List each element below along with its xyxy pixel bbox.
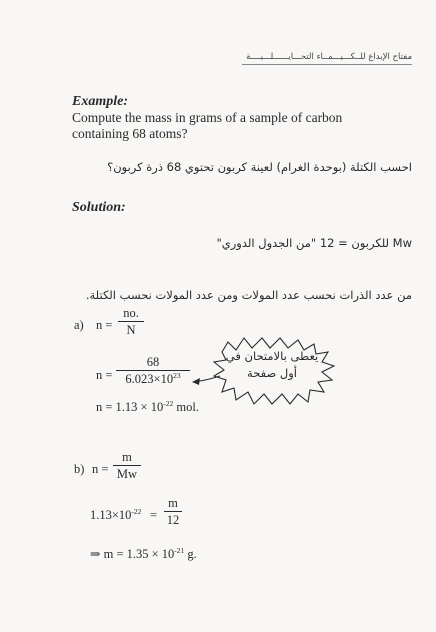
part-a-n-equals-2: n =: [96, 368, 113, 382]
part-a-n-equals: n =: [96, 318, 113, 332]
fraction-numerator: no.: [123, 306, 139, 320]
example-text-line1: Compute the mass in grams of a sample of carbon: [72, 110, 343, 125]
fraction-m-over-mw: [113, 450, 141, 481]
exponent: -22: [131, 507, 142, 516]
fraction-denominator: N: [126, 323, 136, 337]
part-a-label: a): [74, 318, 84, 332]
part-b-lhs: $1.13\times 10^{-22}$: [90, 507, 142, 522]
molar-mass-line: Mw للكربون = 12 "من الجدول الدوري": [216, 236, 412, 250]
exponent: 23: [173, 371, 181, 380]
callout-line2: أول صفحة: [247, 366, 297, 380]
exponent: -21: [174, 546, 185, 555]
fraction-denominator: 12: [166, 513, 180, 527]
part-b-label: b): [74, 462, 85, 476]
fraction-denominator: $6.023\times 10^{23}$: [125, 371, 181, 386]
fraction-m-over-12: [164, 496, 182, 527]
fraction-numerator: m: [168, 496, 178, 510]
example-arabic: احسب الكتلة (بوحدة الغرام) لعينة كربون تحتوي 68 ذرة كربون؟: [107, 160, 412, 174]
part-a-result: $n = 1.13 \times 10^{-22}$ mol.: [96, 399, 199, 414]
solution-heading: Solution:: [72, 200, 126, 215]
fraction-denominator: Mw: [116, 467, 138, 481]
page-header: مفتاح الإبداع للــكـــيـــمــاء التحـــايــــــلـــيــــة: [246, 52, 412, 62]
solution-arabic-note: من عدد الذرات نحسب عدد المولات ومن عدد المولات نحسب الكتلة.: [85, 288, 412, 302]
part-b-n-equals: n =: [92, 462, 109, 476]
exponent: -22: [163, 399, 174, 408]
part-b-result: ⇒ $m = 1.35 \times 10^{-21}$ g.: [90, 546, 197, 561]
fraction-bar: [118, 321, 144, 322]
fraction-bar: [113, 465, 141, 466]
part-b-equals: =: [150, 508, 158, 522]
fraction-numerator: 68: [146, 355, 160, 369]
fraction-numerator: m: [122, 450, 132, 464]
example-text-line2: containing 68 atoms?: [72, 126, 188, 141]
fraction-68-over-avogadro: [116, 355, 190, 386]
fraction-no-over-n: [118, 306, 144, 337]
fraction-bar: [164, 511, 182, 512]
callout-line1: يعطى بالامتحان في: [225, 349, 319, 363]
example-heading: Example:: [72, 94, 128, 109]
header-rule: [242, 64, 412, 65]
